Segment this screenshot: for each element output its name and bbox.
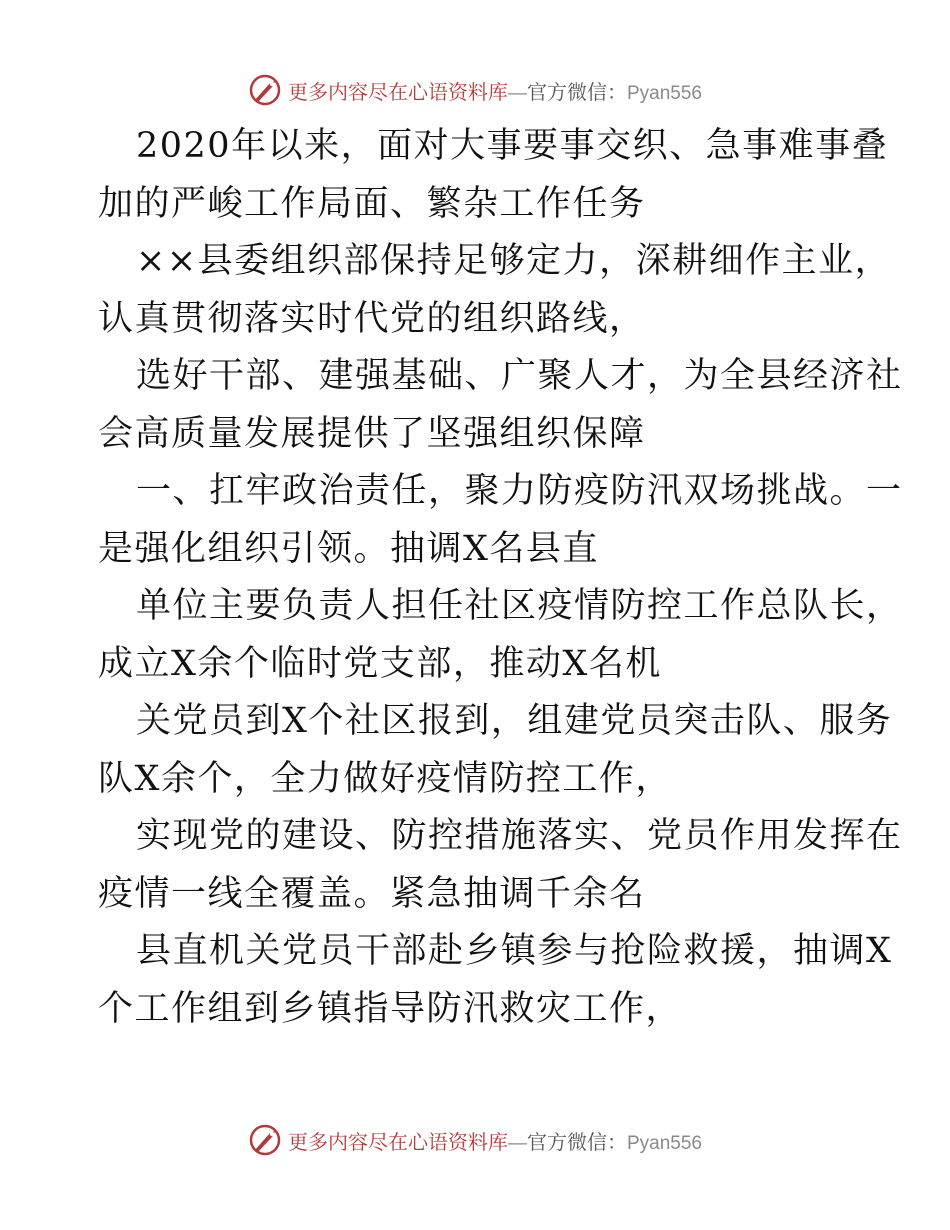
quill-pen-circle-icon [248, 73, 282, 107]
banner-text [288, 1126, 702, 1155]
banner-text [288, 76, 702, 105]
paragraph-line: 2020年以来，面对大事要事交织、急事难事叠 [136, 126, 889, 166]
banner-dash: — [507, 82, 527, 104]
paragraph-line: 加的严峻工作局面、繁杂工作任务 [98, 183, 646, 224]
paragraph-line: 一、扛牢政治责任，聚力防疫防汛双场挑战。一 [136, 471, 903, 511]
paragraph-line: 队X余个，全力做好疫情防控工作， [98, 758, 672, 799]
banner-official-text: 官方微信： [526, 1129, 627, 1154]
footer-banner [0, 1120, 950, 1160]
paragraph-line: 会高质量发展提供了坚强组织保障 [98, 413, 646, 454]
paragraph-line: 是强化组织引领。抽调X名县直 [98, 528, 599, 569]
banner-dash: — [507, 1132, 527, 1154]
paragraph-line: 关党员到X个社区报到，组建党员突击队、服务 [136, 701, 893, 741]
paragraph-line: 单位主要负责人担任社区疫情防控工作总队长， [136, 586, 903, 626]
paragraph-line: 个工作组到乡镇指导防汛救灾工作， [98, 988, 683, 1029]
paragraph-line: 县直机关党员干部赴乡镇参与抢险救援，抽调X [136, 931, 893, 971]
document-body [98, 118, 903, 1038]
banner-official-text: 官方微信： [526, 79, 627, 104]
paragraph-line: 成立X余个临时党支部，推动X名机 [98, 643, 662, 684]
paragraph-line: 实现党的建设、防控措施落实、党员作用发挥在 [136, 816, 903, 856]
paragraph-line: 疫情一线全覆盖。紧急抽调千余名 [98, 873, 646, 914]
quill-pen-circle-icon [248, 1123, 282, 1157]
banner-main-text: 更多内容尽在心语资料库 [287, 79, 508, 104]
banner-wechat-id: Pyan556 [626, 82, 702, 104]
paragraph-line: 选好干部、建强基础、广聚人才，为全县经济社 [136, 356, 903, 396]
paragraph-line: ××县委组织部保持足够定力，深耕细作主业， [136, 241, 892, 281]
paragraph-line: 认真贯彻落实时代党的组织路线， [98, 298, 646, 339]
banner-main-text: 更多内容尽在心语资料库 [287, 1129, 508, 1154]
header-banner [0, 70, 950, 110]
banner-wechat-id: Pyan556 [626, 1132, 702, 1154]
